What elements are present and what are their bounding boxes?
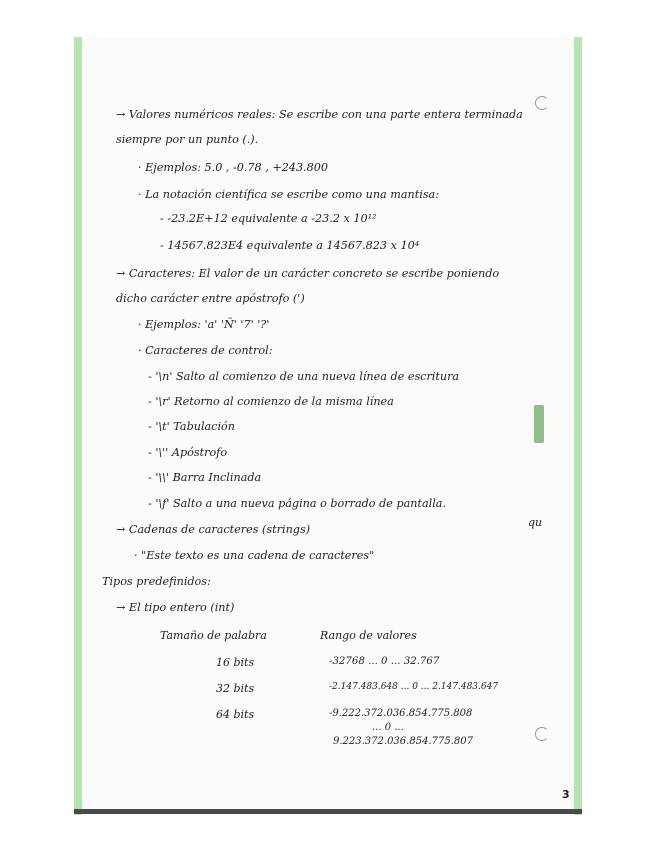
page-bottom-edge xyxy=(74,809,582,814)
note-line: siempre por un punto (.). xyxy=(116,133,259,146)
table-range-zero: ... 0 ... xyxy=(372,722,404,733)
table-cell-size: 16 bits xyxy=(216,656,255,669)
note-heading: Tipos predefinidos: xyxy=(102,575,211,588)
note-line: - '\r' Retorno al comienzo de la misma línea xyxy=(148,395,394,408)
punch-hole-top xyxy=(535,96,549,110)
table-cell-range: -32768 ... 0 ... 32.767 xyxy=(329,656,440,667)
note-line: - -23.2E+12 equivalente a -23.2 x 10¹² xyxy=(160,212,377,225)
punch-hole-bottom xyxy=(535,727,549,741)
table-header-range: Rango de valores xyxy=(320,629,417,642)
scan-border-right xyxy=(574,37,582,815)
table-cell-range: -2.147.483.648 ... 0 ... 2.147.483.647 xyxy=(329,682,499,692)
note-line: dicho carácter entre apóstrofo (') xyxy=(116,292,305,305)
note-line: → Valores numéricos reales: Se escribe con una parte entera terminada xyxy=(116,108,523,121)
note-line: · Ejemplos: 'a' 'Ñ' '7' '?' xyxy=(138,318,270,331)
scan-border-left xyxy=(74,37,82,815)
note-line: - '\\' Barra Inclinada xyxy=(148,471,262,484)
note-line: - 14567.823E4 equivalente a 14567.823 x 10⁴ xyxy=(160,239,420,252)
note-line: → El tipo entero (int) xyxy=(116,601,235,614)
table-cell-size: 32 bits xyxy=(216,682,255,695)
note-line: · La notación científica se escribe como una mantisa: xyxy=(138,188,439,201)
margin-note: qu xyxy=(528,516,543,529)
table-range-max: 9.223.372.036.854.775.807 xyxy=(333,736,473,747)
note-line: - '\t' Tabulación xyxy=(148,420,235,433)
page-number: 3 xyxy=(562,788,570,801)
note-line: · Ejemplos: 5.0 , -0.78 , +243.800 xyxy=(138,161,328,174)
note-line: · "Este texto es una cadena de caracteres" xyxy=(134,549,375,562)
table-cell-size: 64 bits xyxy=(216,708,255,721)
note-line: - '\n' Salto al comienzo de una nueva línea de escritura xyxy=(148,370,460,383)
note-line: → Cadenas de caracteres (strings) xyxy=(116,523,311,536)
note-line: - '\f' Salto a una nueva página o borrado de pantalla. xyxy=(148,497,447,510)
binder-tab xyxy=(534,405,544,443)
table-cell-range: -9.222.372.036.854.775.808 xyxy=(329,708,473,719)
note-line: - '\'' Apóstrofo xyxy=(148,446,228,459)
table-header-size: Tamaño de palabra xyxy=(160,629,267,642)
note-line: → Caracteres: El valor de un carácter concreto se escribe poniendo xyxy=(116,267,500,280)
note-line: · Caracteres de control: xyxy=(138,344,273,357)
